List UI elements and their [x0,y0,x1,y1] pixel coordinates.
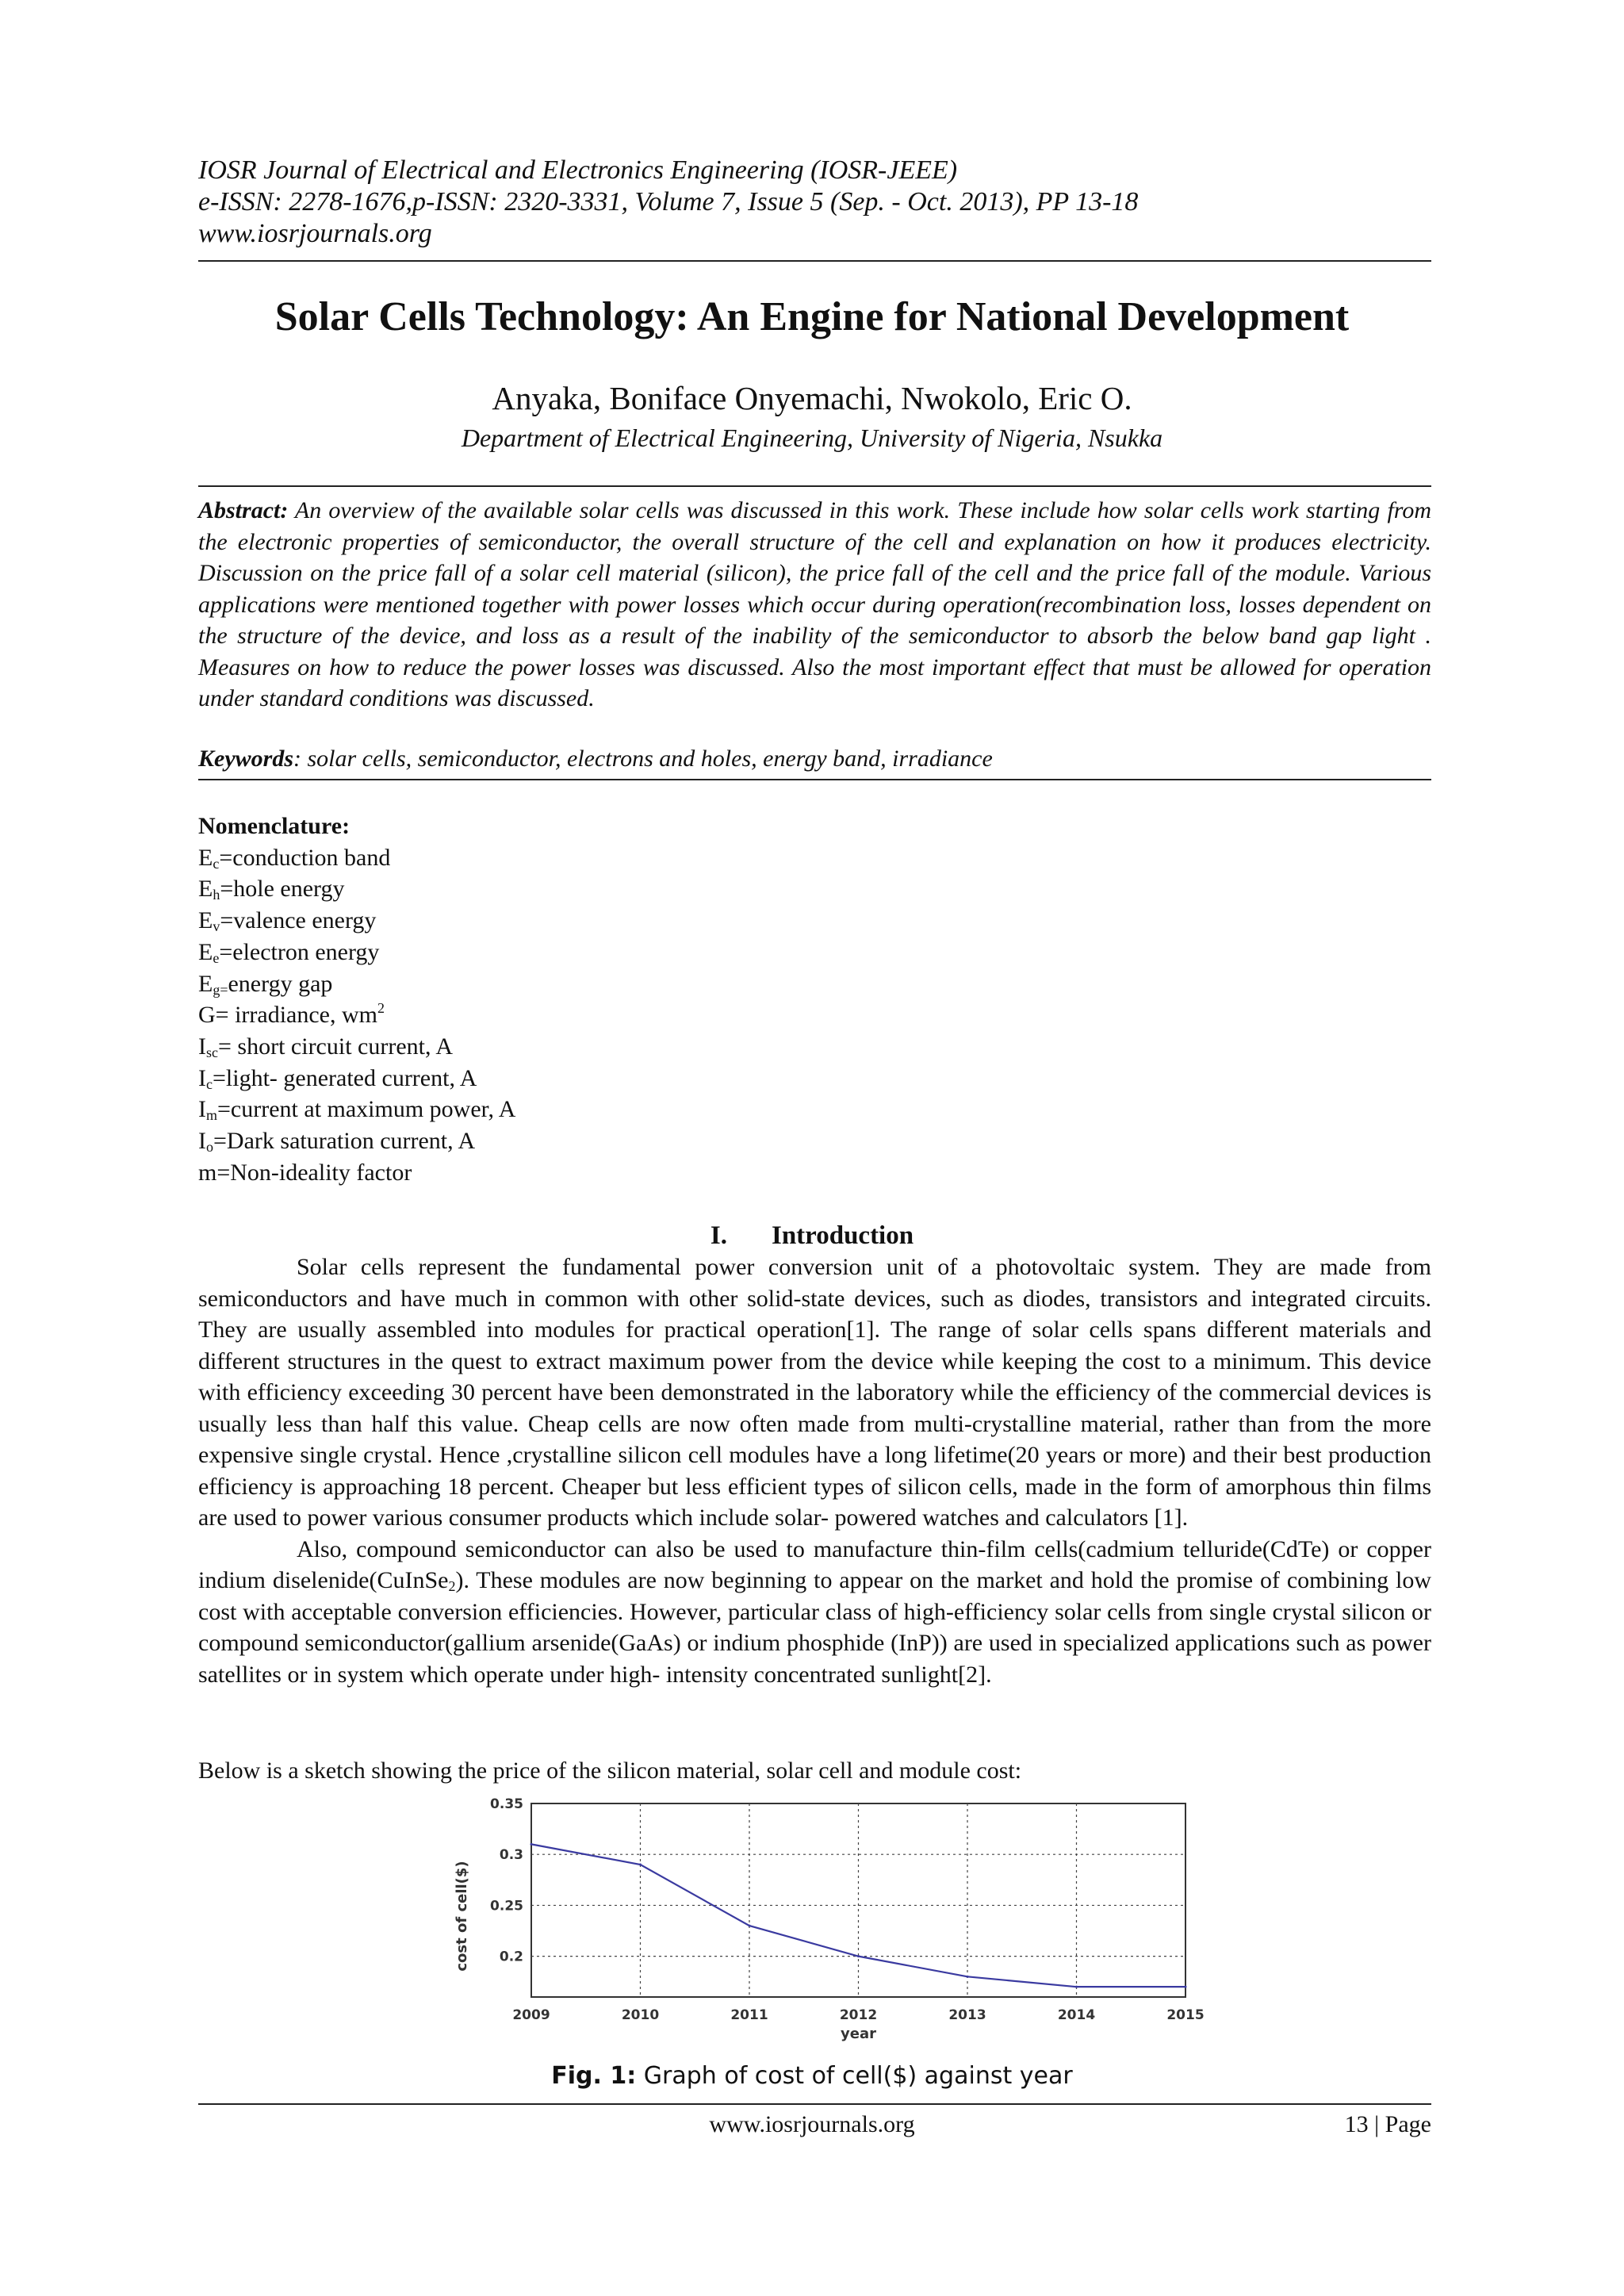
data-point [1075,1986,1078,1988]
data-point [749,1925,751,1927]
figure-label: Fig. 1: [551,2062,637,2090]
x-tick-label: 2011 [730,2007,768,2023]
author-affiliation: Department of Electrical Engineering, University of Nigeria, Nsukka [461,424,1163,452]
y-tick-label: 0.35 [490,1796,523,1812]
data-point [639,1864,642,1866]
nomenclature-symbol: I [198,1064,206,1091]
y-axis-label: cost of cell($) [454,1861,470,1972]
journal-website[interactable]: www.iosrjournals.org [198,219,432,248]
nomenclature-definition: = short circuit current, A [218,1033,454,1060]
keywords-label: Keywords [198,746,293,772]
keywords [198,746,1431,772]
nomenclature-item [198,1157,515,1189]
journal-name: IOSR Journal of Electrical and Electronics Engineering (IOSR-JEEE) [198,155,958,185]
intro-paragraph-1: Solar cells represent the fundamental power conversion unit of a photovoltaic system. They are made from semiconductors and have much in common with other solid-state devices, such as diodes, transistors and integrated circuits. They are usually assembled into modules for practical operation[1]. The range of solar cells spans different materials and different structures in the quest to extract maximum power from the device while keeping the cost to a minimum. This device with efficiency exceeding 30 percent have been demonstrated in the laboratory while the efficiency of the commercial devices is usually less than half this value. Cheap cells are now often made from multi-crystalline material, rather than from the more expensive single crystal. Hence ,crystalline silicon cell modules have a long lifetime(20 years or more) and their best production efficiency is approaching 18 percent. Cheaper but less efficient types of silicon cells, made in the form of amorphous thin films are used to power various consumer products which include solar- powered watches and calculators [1]. [198,1254,1431,1531]
nomenclature-definition: =Dark saturation current, A [213,1128,476,1155]
nomenclature-symbol: E [198,907,213,934]
header-rule [198,260,1431,262]
paragraph-2-text-a: Also, compound semiconductor can also be used to manufacture thin-film cells(cadmium telluride(CdTe) or copper indium diselenide(CuInSe [198,1535,1431,1593]
figure-caption [0,2062,1624,2090]
nomenclature-item [198,937,515,968]
section-number: I. [710,1221,727,1250]
nomenclature-subscript: e [213,949,220,966]
paragraph-2-subscript: 2 [448,1578,456,1594]
nomenclature-subscript: o [206,1139,213,1156]
nomenclature-subscript: c [213,855,220,872]
data-point [857,1955,860,1957]
nomenclature-item [198,873,515,905]
x-tick-label: 2012 [839,2007,878,2023]
nomenclature-definition: =hole energy [220,876,345,903]
data-point [1185,1986,1187,1988]
nomenclature-definition: =light- generated current, A [213,1064,477,1091]
journal-issn: e-ISSN: 2278-1676,p-ISSN: 2320-3331, Volume 7, Issue 5 (Sep. - Oct. 2013), PP 13-18 [198,187,1139,217]
nomenclature-definition: energy gap [228,970,333,997]
cost-of-cell-chart [444,1794,1213,2064]
section-title: Introduction [771,1221,914,1250]
nomenclature-item [198,1031,515,1063]
x-tick-label: 2014 [1057,2007,1096,2023]
nomenclature-subscript: m [206,1107,218,1124]
data-point [530,1843,533,1846]
abstract-bottom-rule [198,779,1431,780]
nomenclature-subscript: c [206,1075,213,1092]
paper-authors: Anyaka, Boniface Onyemachi, Nwokolo, Eric O. [492,380,1132,416]
nomenclature-symbol: E [198,876,213,903]
figure-caption-text: Graph of cost of cell($) against year [636,2062,1073,2090]
nomenclature [198,811,515,1188]
nomenclature-definition: =current at maximum power, A [217,1096,516,1123]
intro-paragraph-2 [198,1534,1431,1691]
x-tick-label: 2015 [1166,2007,1205,2023]
nomenclature-list [198,842,515,1189]
nomenclature-item [198,1094,515,1125]
nomenclature-symbol: I [198,1096,206,1123]
section-heading [0,1221,1624,1251]
nomenclature-symbol: E [198,844,213,871]
y-tick-label: 0.2 [499,1949,523,1965]
nomenclature-definition: =electron energy [219,938,380,965]
abstract-label: Abstract: [198,497,289,523]
nomenclature-item [198,1125,515,1157]
x-axis-label: year [841,2026,876,2042]
nomenclature-symbol: I [198,1128,206,1155]
keywords-text: : solar cells, semiconductor, electrons and holes, energy band, irradiance [293,746,993,772]
paper-title: Solar Cells Technology: An Engine for National Development [274,294,1350,339]
abstract [198,495,1431,715]
page-number: 13 | Page [1344,2111,1431,2137]
nomenclature-symbol: G= irradiance, wm [198,1002,377,1029]
nomenclature-superscript: 2 [377,1000,385,1017]
figure-lead-text: Below is a sketch showing the price of the silicon material, solar cell and module cost: [198,1757,1022,1784]
data-point [967,1976,969,1978]
nomenclature-subscript: h [213,887,220,903]
y-tick-label: 0.25 [490,1898,523,1915]
nomenclature-definition: =valence energy [220,907,377,934]
abstract-top-rule [198,485,1431,487]
nomenclature-subscript: v [213,918,220,935]
nomenclature-symbol: m=Non-ideality factor [198,1159,412,1186]
intro-body [198,1251,1431,1690]
footer-website[interactable]: www.iosrjournals.org [709,2111,915,2137]
nomenclature-subscript: sc [206,1044,218,1060]
abstract-text: An overview of the available solar cells was discussed in this work. These include how solar cells work starting from the electronic properties of semiconductor, the overall structure of the cell and explanation on how it produces electricity. Discussion on the price fall of a solar cell material (silicon), the price fall of the cell and the price fall of the module. Various applications were mentioned together with power losses which occur during operation(recombination loss, losses dependent on the structure of the device, and loss as a result of the inability of the semiconductor to absorb the below band gap light . Measures on how to reduce the power losses was discussed. Also the most important effect that must be allowed for operation under standard conditions was discussed. [198,497,1431,711]
x-tick-label: 2013 [948,2007,986,2023]
x-tick-label: 2010 [621,2007,660,2023]
nomenclature-symbol: I [198,1033,206,1060]
nomenclature-item [198,999,515,1031]
paragraph-2-text-b: ). These modules are now beginning to appear on the market and hold the promise of combining low cost with acceptable conversion efficiencies. However, particular class of high-efficiency solar cells from single crystal silicon or compound semiconductor(gallium arsenide(GaAs) or indium phosphide (InP)) are used in specialized applications such as power satellites or in system which operate under high- intensity concentrated sunlight[2]. [198,1567,1431,1688]
nomenclature-subscript: g= [213,981,228,998]
x-tick-label: 2009 [512,2007,550,2023]
nomenclature-item [198,968,515,1000]
nomenclature-definition: =conduction band [219,844,391,871]
nomenclature-item [198,1063,515,1094]
nomenclature-symbol: E [198,938,213,965]
nomenclature-item [198,905,515,937]
nomenclature-symbol: E [198,970,213,997]
footer-rule [198,2103,1431,2105]
nomenclature-item [198,842,515,874]
y-tick-label: 0.3 [499,1847,523,1864]
nomenclature-heading: Nomenclature: [198,813,350,839]
